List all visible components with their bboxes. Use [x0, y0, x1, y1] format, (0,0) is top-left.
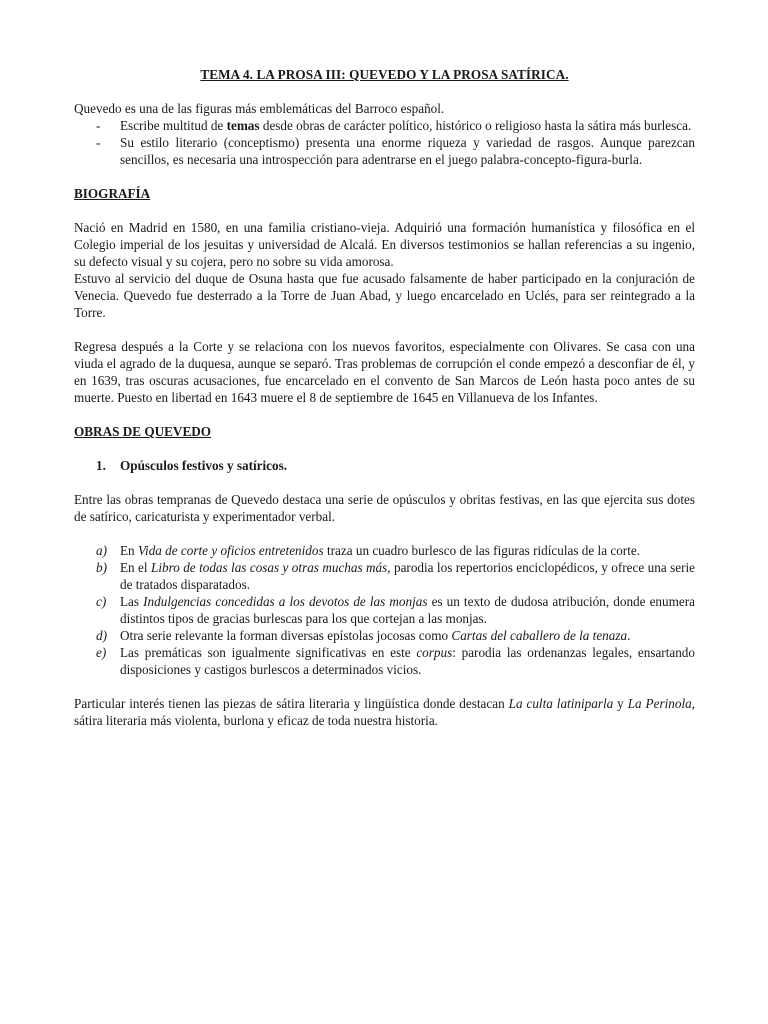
list-letter: e) — [96, 645, 107, 660]
bullet-text: desde obras de carácter político, histórico o religioso hasta la sátira más burlesca. — [259, 118, 692, 133]
obras-list-item — [74, 644, 695, 678]
intro-paragraph: Quevedo es una de las figuras más emblemáticas del Barroco español. — [74, 101, 445, 116]
obras-list-item — [74, 627, 695, 644]
biografia-paragraph-2: Estuvo al servicio del duque de Osuna hasta que fue acusado falsamente de haber participado en la conjuración de Venecia. Quevedo fue desterrado a la Torre de Juan Abad, y luego encarcelado en Uclés, para ser reintegrado a la Torre. — [74, 271, 695, 320]
item-text: Las premáticas son igualmente significativas en este — [120, 645, 417, 660]
biografia-paragraph-1: Nació en Madrid en 1580, en una familia cristiano-vieja. Adquirió una formación humanística y filosófica en el Colegio imperial de los jesuitas y universidad de Alcalá. En diversos testimonios se hallan referencias a su ingenio, su defecto visual y su cojera, pero no sobre su vida amorosa. — [74, 220, 695, 269]
obras-list-item — [74, 542, 695, 559]
intro-bullet-list — [74, 117, 695, 168]
item-text: traza un cuadro burlesco de las figuras ridículas de la corte. — [323, 543, 641, 558]
biografia-heading: BIOGRAFÍA — [74, 186, 151, 201]
closing-text: , sátira literaria más violenta, burlona y eficaz de toda nuestra historia. — [74, 696, 695, 728]
item-text: . — [627, 628, 631, 643]
obras-paragraph: Entre las obras tempranas de Quevedo destaca una serie de opúsculos y obritas festivas, en las que ejercita sus dotes de satírico, caricaturista y experimentador verbal. — [74, 492, 695, 524]
dash-bullet: - — [96, 118, 101, 133]
obras-heading: OBRAS DE QUEVEDO — [74, 424, 212, 439]
obras-section — [74, 423, 695, 729]
item-text: parodia los repertorios enciclopédicos, y ofrece una serie de tratados disparatados. — [120, 560, 695, 592]
item-text: Otra serie relevante la forman diversas epístolas jocosas como — [120, 628, 452, 643]
obras-closing-paragraph — [74, 695, 695, 729]
obras-subheading — [74, 457, 695, 474]
work-title: corpus — [416, 645, 453, 660]
intro-bullet-item — [74, 117, 695, 134]
obras-list-item — [74, 593, 695, 627]
item-text: es un texto de dudosa atribución, donde enumera distintos tipos de gracias burlescas para los que cortejan a las monjas. — [120, 594, 695, 626]
work-title: La Perinola — [627, 696, 692, 711]
list-letter: c) — [96, 594, 107, 609]
work-title: Vida de corte y oficios entretenidos — [137, 543, 324, 558]
obras-list-item — [74, 559, 695, 593]
list-letter: a) — [96, 543, 107, 558]
document-title: TEMA 4. LA PROSA III: QUEVEDO Y LA PROSA SATÍRICA. — [200, 67, 569, 82]
bullet-bold-text: temas — [226, 118, 260, 133]
work-title: Indulgencias concedidas a los devotos de las monjas — [143, 594, 428, 609]
biografia-section — [74, 185, 695, 406]
biografia-paragraph-3: Regresa después a la Corte y se relaciona con los nuevos favoritos, especialmente con Olivares. Se casa con una viuda el agrado de la duquesa, aunque se separó. Tras problemas de corrupción el conde empezó a desconfiar de él, y en 1639, tras oscuras acusaciones, fue encarcelado en el convento de San Marcos de León hasta poco antes de su muerte. Puesto en libertad en 1643 muere el 8 de septiembre de 1645 en Villanueva de los Infantes. — [74, 339, 695, 405]
document-page — [74, 66, 695, 729]
intro-bullet-item — [74, 134, 695, 168]
work-title: La culta latiniparla — [508, 696, 614, 711]
item-text: Las — [120, 594, 144, 609]
item-text: En — [120, 543, 138, 558]
obras-lettered-list — [74, 542, 695, 678]
closing-text: y — [613, 696, 628, 711]
dash-bullet: - — [96, 135, 101, 150]
item-text: En el — [120, 560, 151, 575]
list-letter: b) — [96, 560, 107, 575]
subheading-text: Opúsculos festivos y satíricos. — [120, 458, 288, 473]
closing-text: Particular interés tienen las piezas de sátira literaria y lingüística donde destacan — [74, 696, 509, 711]
work-title: Cartas del caballero de la tenaza — [451, 628, 628, 643]
list-letter: d) — [96, 628, 107, 643]
bullet-text: Su estilo literario (conceptismo) presenta una enorme riqueza y variedad de rasgos. Aunque parezcan sencillos, es necesaria una introspección para adentrarse en el juego palabra-concepto-figura-burla. — [120, 135, 695, 167]
bullet-text: Escribe multitud de — [120, 118, 227, 133]
intro-section — [74, 100, 695, 168]
item-text: : parodia las ordenanzas legales, ensartando disposiciones y castigos burlescos a determinados vicios. — [120, 645, 695, 677]
work-title: Libro de todas las cosas y otras muchas más, — [150, 560, 391, 575]
subheading-number: 1. — [96, 458, 106, 473]
